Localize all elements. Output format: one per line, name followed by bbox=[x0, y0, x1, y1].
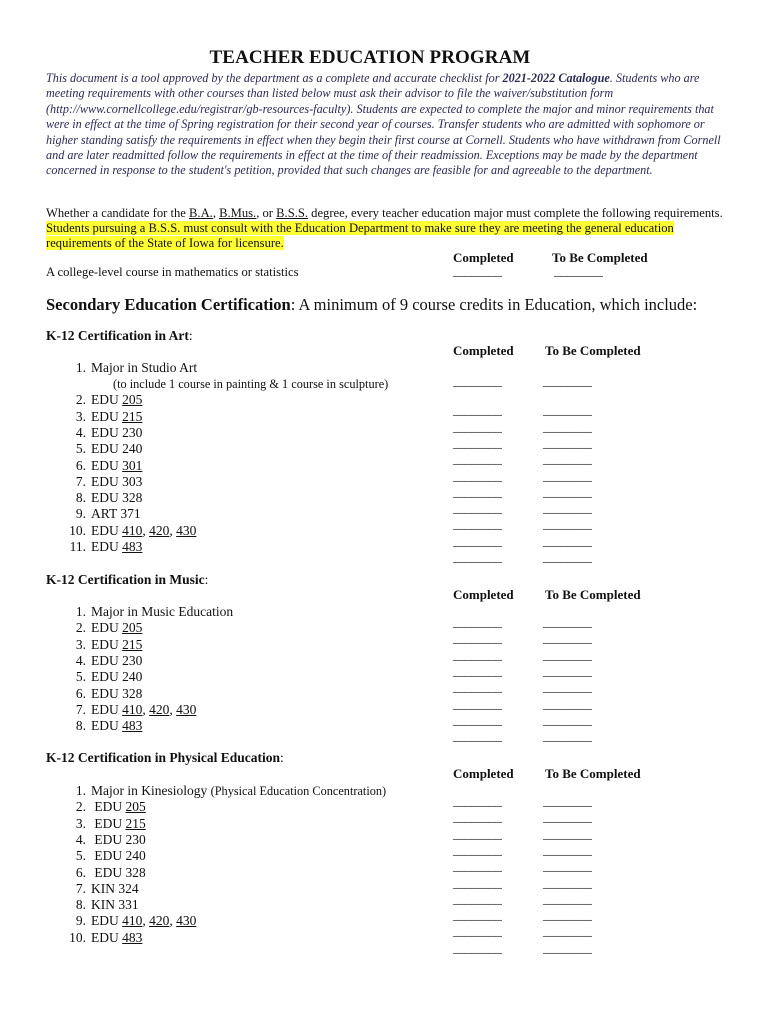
course-link[interactable]: 410 bbox=[122, 913, 143, 929]
item-number: 6. bbox=[75, 864, 86, 880]
ba-link[interactable]: B.A. bbox=[189, 206, 213, 220]
course-link[interactable]: 215 bbox=[122, 636, 143, 652]
course-name: EDU bbox=[91, 539, 123, 554]
course-list-item bbox=[64, 669, 142, 685]
to-be-completed-header: To Be Completed bbox=[545, 587, 641, 602]
intro-text-2: . Students who are meeting requirements with other courses than listed below must ask their advisor to file the waiver/substitution form (http://www.cornellcollege.edu/registrar/gb-resources-faculty). Students are expected to complete the major and minor requirements that were in effect at the time of Spring registration for their second year of courses. Transfer students who are admitted with sophomore or higher standing satisfy the requirements in effect when they begin their first course at Cornell. Students who have withdrawn from Cornell and are later readmitted follow the requirements in effect at the time of their readmission. Exceptions may be made by the department concerned in response to the student's petition, provided that such changes are feasible for and agreeable to the department. bbox=[46, 71, 721, 178]
course-concentration: (Physical Education Concentration) bbox=[210, 784, 387, 798]
completed-blank[interactable]: ________ bbox=[453, 810, 502, 825]
item-number: 1. bbox=[75, 604, 86, 619]
course-name: EDU bbox=[91, 913, 123, 929]
completed-header: Completed bbox=[453, 587, 514, 602]
course-link[interactable]: 420 bbox=[149, 522, 170, 538]
completed-blank[interactable]: ________ bbox=[453, 403, 502, 418]
completed-blank[interactable]: ________ bbox=[453, 517, 502, 532]
item-number: 9. bbox=[75, 913, 86, 929]
completed-blank[interactable]: ________ bbox=[453, 631, 502, 646]
course-name: EDU bbox=[91, 408, 123, 424]
course-link[interactable]: 301 bbox=[122, 457, 143, 473]
course-separator: , bbox=[169, 913, 177, 929]
course-list-item bbox=[64, 718, 142, 734]
course-name: EDU 328 bbox=[91, 685, 143, 701]
completed-blank[interactable]: ________ bbox=[453, 842, 502, 857]
course-list-item bbox=[64, 458, 142, 474]
course-name: EDU bbox=[91, 815, 126, 831]
course-name: KIN 331 bbox=[91, 897, 139, 913]
course-name: Major in Music Education bbox=[91, 604, 234, 619]
completed-blank[interactable]: ________ bbox=[453, 550, 502, 564]
page-title: TEACHER EDUCATION PROGRAM bbox=[209, 47, 531, 68]
course-list-item bbox=[64, 881, 139, 897]
completed-blank[interactable]: ________ bbox=[453, 875, 502, 890]
to-be-completed-header: To Be Completed bbox=[545, 766, 641, 781]
item-number: 1. bbox=[75, 360, 86, 375]
secondary-heading-rest: : A minimum of 9 course credits in Education, which include: bbox=[290, 295, 698, 314]
completed-blank[interactable]: ________ bbox=[453, 826, 502, 841]
course-name: EDU 328 bbox=[91, 490, 143, 506]
to-be-completed-blank[interactable]: ________ bbox=[543, 452, 592, 467]
to-be-completed-blank[interactable]: ________ bbox=[543, 680, 592, 695]
completed-blank[interactable]: ________ bbox=[453, 501, 502, 516]
bss-highlight-note: Students pursuing a B.S.S. must consult with the Education Department to make sure they are meeting the general education requirements of the State of Iowa for licensure. bbox=[46, 220, 674, 250]
course-name: Major in Kinesiology bbox=[91, 783, 211, 798]
course-link[interactable]: 205 bbox=[122, 392, 143, 408]
course-link[interactable]: 430 bbox=[176, 701, 197, 717]
requirements-sep: , bbox=[212, 206, 220, 220]
item-number: 11. bbox=[69, 539, 86, 554]
art-heading-colon: : bbox=[188, 328, 193, 343]
item-number: 6. bbox=[75, 457, 86, 473]
course-name: EDU 240 bbox=[91, 441, 143, 457]
course-name: EDU 230 bbox=[91, 424, 143, 440]
course-list-item bbox=[64, 865, 146, 881]
to-be-completed-blank[interactable]: ________ bbox=[543, 810, 592, 825]
item-number: 2. bbox=[75, 620, 86, 636]
to-be-completed-blank[interactable]: ________ bbox=[543, 842, 592, 857]
course-link[interactable]: 410 bbox=[122, 522, 143, 538]
course-name: EDU bbox=[91, 929, 123, 945]
item-number: 4. bbox=[75, 652, 86, 668]
art-major-note: (to include 1 course in painting & 1 course in sculpture) bbox=[113, 377, 389, 391]
course-list-item bbox=[64, 783, 386, 799]
course-list-item bbox=[64, 620, 142, 636]
art-section-heading bbox=[46, 328, 193, 344]
to-be-completed-blank[interactable]: ________ bbox=[543, 859, 592, 874]
item-number: 7. bbox=[75, 880, 86, 896]
completed-blank[interactable]: ________ bbox=[453, 940, 502, 955]
to-be-completed-blank[interactable]: ________ bbox=[543, 794, 592, 808]
completed-blank[interactable]: ________ bbox=[453, 924, 502, 939]
course-separator: , bbox=[142, 701, 150, 717]
course-list-item bbox=[64, 360, 197, 376]
completed-blank[interactable]: ________ bbox=[453, 435, 502, 450]
course-name: Major in Studio Art bbox=[91, 360, 198, 375]
course-list-item bbox=[64, 799, 146, 815]
completed-blank[interactable]: ________ bbox=[453, 680, 502, 695]
requirements-tail: degree, every teacher education major must complete the following requirements. bbox=[308, 206, 723, 220]
requirements-paragraph bbox=[46, 206, 736, 250]
course-link[interactable]: 420 bbox=[149, 701, 170, 717]
course-link[interactable]: 215 bbox=[122, 408, 143, 424]
course-list-item bbox=[64, 930, 142, 946]
course-link[interactable]: 420 bbox=[149, 913, 170, 929]
course-list-item bbox=[64, 848, 146, 864]
to-be-completed-header: To Be Completed bbox=[552, 250, 648, 265]
completed-blank[interactable]: ________ bbox=[453, 729, 502, 744]
item-number: 8. bbox=[75, 897, 86, 913]
course-link[interactable]: 205 bbox=[122, 620, 143, 636]
math-course-label: A college-level course in mathematics or statistics bbox=[46, 265, 299, 279]
course-link[interactable]: 483 bbox=[122, 539, 143, 554]
course-separator: , bbox=[169, 701, 177, 717]
secondary-heading-bold: Secondary Education Certification bbox=[46, 295, 291, 314]
course-name: EDU bbox=[91, 522, 123, 538]
item-number: 3. bbox=[75, 815, 86, 831]
to-be-completed-header: To Be Completed bbox=[545, 343, 641, 358]
course-link[interactable]: 483 bbox=[122, 718, 143, 734]
course-list-item bbox=[64, 897, 139, 913]
intro-paragraph bbox=[46, 71, 726, 179]
item-number: 6. bbox=[75, 685, 86, 701]
course-list-item bbox=[64, 392, 142, 408]
course-name: EDU bbox=[91, 718, 123, 734]
bss-link[interactable]: B.S.S. bbox=[276, 206, 308, 220]
to-be-completed-blank[interactable]: ________ bbox=[543, 631, 592, 646]
item-number: 10. bbox=[69, 522, 86, 538]
course-separator: , bbox=[142, 522, 150, 538]
completed-header: Completed bbox=[453, 343, 514, 358]
music-heading-colon: : bbox=[204, 572, 209, 587]
course-name: EDU 240 bbox=[91, 669, 143, 685]
to-be-completed-blank[interactable]: ________ bbox=[543, 468, 592, 483]
course-name: EDU 240 bbox=[91, 848, 146, 864]
course-name: ART 371 bbox=[91, 506, 141, 522]
course-name: EDU bbox=[91, 392, 123, 408]
item-number: 2. bbox=[75, 799, 86, 815]
to-be-completed-blank[interactable]: ________ bbox=[543, 403, 592, 418]
to-be-completed-blank[interactable]: ________ bbox=[543, 696, 592, 711]
completed-blank[interactable]: ________ bbox=[453, 419, 502, 434]
to-be-completed-blank[interactable]: ________ bbox=[543, 374, 592, 388]
course-list-item bbox=[64, 490, 142, 506]
course-name: EDU bbox=[91, 636, 123, 652]
course-name: EDU bbox=[91, 799, 126, 815]
to-be-completed-blank[interactable]: ________ bbox=[543, 550, 592, 564]
item-number: 3. bbox=[75, 636, 86, 652]
pe-section-heading bbox=[46, 750, 284, 766]
item-number: 5. bbox=[75, 669, 86, 685]
course-list-item bbox=[64, 474, 142, 490]
course-name: EDU 230 bbox=[91, 652, 143, 668]
completed-blank[interactable]: ________ bbox=[453, 859, 502, 874]
to-be-completed-blank[interactable]: ________ bbox=[543, 924, 592, 939]
course-link[interactable]: 430 bbox=[176, 913, 197, 929]
art-heading-text: K-12 Certification in Art bbox=[46, 328, 189, 343]
completed-blank[interactable]: ________ bbox=[453, 615, 502, 629]
course-separator: , bbox=[169, 522, 177, 538]
course-name: EDU bbox=[91, 620, 123, 636]
course-list-item bbox=[64, 913, 196, 929]
completed-blank[interactable]: ________ bbox=[453, 696, 502, 711]
to-be-completed-blank[interactable]: ________ bbox=[554, 264, 603, 278]
item-number: 5. bbox=[75, 848, 86, 864]
item-number: 7. bbox=[75, 473, 86, 489]
to-be-completed-blank[interactable]: ________ bbox=[543, 647, 592, 662]
to-be-completed-blank[interactable]: ________ bbox=[543, 484, 592, 499]
completed-header: Completed bbox=[453, 250, 514, 265]
pe-heading-text: K-12 Certification in Physical Education bbox=[46, 750, 280, 765]
music-section-heading bbox=[46, 572, 208, 588]
course-link[interactable]: 430 bbox=[176, 522, 197, 538]
completed-blank[interactable]: ________ bbox=[453, 908, 502, 923]
course-list-item bbox=[64, 832, 146, 848]
completed-blank[interactable]: ________ bbox=[453, 468, 502, 483]
course-list-item bbox=[64, 409, 142, 425]
to-be-completed-blank[interactable]: ________ bbox=[543, 891, 592, 906]
completed-blank[interactable]: ________ bbox=[453, 484, 502, 499]
course-list-item bbox=[64, 816, 146, 832]
course-list-item bbox=[64, 425, 142, 441]
course-list-item bbox=[64, 653, 142, 669]
item-number: 8. bbox=[75, 718, 86, 734]
completed-header: Completed bbox=[453, 766, 514, 781]
to-be-completed-blank[interactable]: ________ bbox=[543, 940, 592, 955]
item-number: 2. bbox=[75, 392, 86, 408]
course-link[interactable]: 215 bbox=[125, 815, 146, 831]
intro-text-1: This document is a tool approved by the department as a complete and accurate checklist for bbox=[46, 71, 503, 85]
course-list-item bbox=[64, 523, 196, 539]
completed-blank[interactable]: ________ bbox=[453, 712, 502, 727]
course-list-item bbox=[64, 686, 142, 702]
bmus-link[interactable]: B.Mus. bbox=[219, 206, 257, 220]
course-list-item bbox=[64, 604, 233, 620]
course-separator: , bbox=[142, 913, 150, 929]
completed-blank[interactable]: ________ bbox=[453, 794, 502, 808]
course-list-item bbox=[64, 637, 142, 653]
music-heading-text: K-12 Certification in Music bbox=[46, 572, 205, 587]
item-number: 8. bbox=[75, 490, 86, 506]
course-link[interactable]: 483 bbox=[122, 929, 143, 945]
item-number: 7. bbox=[75, 701, 86, 717]
course-name: EDU 328 bbox=[91, 864, 146, 880]
item-number: 1. bbox=[75, 783, 86, 798]
to-be-completed-blank[interactable]: ________ bbox=[543, 435, 592, 450]
item-number: 5. bbox=[75, 441, 86, 457]
completed-blank[interactable]: ________ bbox=[453, 647, 502, 662]
item-number: 4. bbox=[75, 424, 86, 440]
course-name: EDU 303 bbox=[91, 473, 143, 489]
pe-heading-colon: : bbox=[280, 750, 284, 765]
to-be-completed-blank[interactable]: ________ bbox=[543, 501, 592, 516]
requirements-lead: Whether a candidate for the bbox=[46, 206, 190, 220]
item-number: 4. bbox=[75, 831, 86, 847]
course-link[interactable]: 205 bbox=[125, 799, 146, 815]
course-link[interactable]: 410 bbox=[122, 701, 143, 717]
completed-blank[interactable]: ________ bbox=[453, 533, 502, 548]
course-name: EDU bbox=[91, 701, 123, 717]
to-be-completed-blank[interactable]: ________ bbox=[543, 533, 592, 548]
course-list-item bbox=[64, 539, 142, 555]
to-be-completed-blank[interactable]: ________ bbox=[543, 712, 592, 727]
item-number: 9. bbox=[75, 506, 86, 522]
to-be-completed-blank[interactable]: ________ bbox=[543, 826, 592, 841]
to-be-completed-blank[interactable]: ________ bbox=[543, 908, 592, 923]
course-list-item bbox=[64, 506, 141, 522]
to-be-completed-blank[interactable]: ________ bbox=[543, 663, 592, 678]
item-number: 10. bbox=[69, 929, 86, 945]
to-be-completed-blank[interactable]: ________ bbox=[543, 615, 592, 629]
completed-blank[interactable]: ________ bbox=[453, 891, 502, 906]
requirements-sep: , or bbox=[256, 206, 277, 220]
secondary-certification-heading bbox=[46, 295, 697, 315]
to-be-completed-blank[interactable]: ________ bbox=[543, 875, 592, 890]
to-be-completed-blank[interactable]: ________ bbox=[543, 729, 592, 744]
course-list-item bbox=[64, 702, 196, 718]
catalogue-year: 2021-2022 Catalogue bbox=[502, 71, 610, 85]
course-name: EDU 230 bbox=[91, 831, 146, 847]
course-name: EDU bbox=[91, 457, 123, 473]
to-be-completed-blank[interactable]: ________ bbox=[543, 419, 592, 434]
completed-blank[interactable]: ________ bbox=[453, 452, 502, 467]
completed-blank[interactable]: ________ bbox=[453, 374, 502, 388]
to-be-completed-blank[interactable]: ________ bbox=[543, 517, 592, 532]
completed-blank[interactable]: ________ bbox=[453, 264, 502, 278]
course-name: KIN 324 bbox=[91, 880, 139, 896]
completed-blank[interactable]: ________ bbox=[453, 663, 502, 678]
course-list-item bbox=[64, 441, 142, 457]
item-number: 3. bbox=[75, 408, 86, 424]
